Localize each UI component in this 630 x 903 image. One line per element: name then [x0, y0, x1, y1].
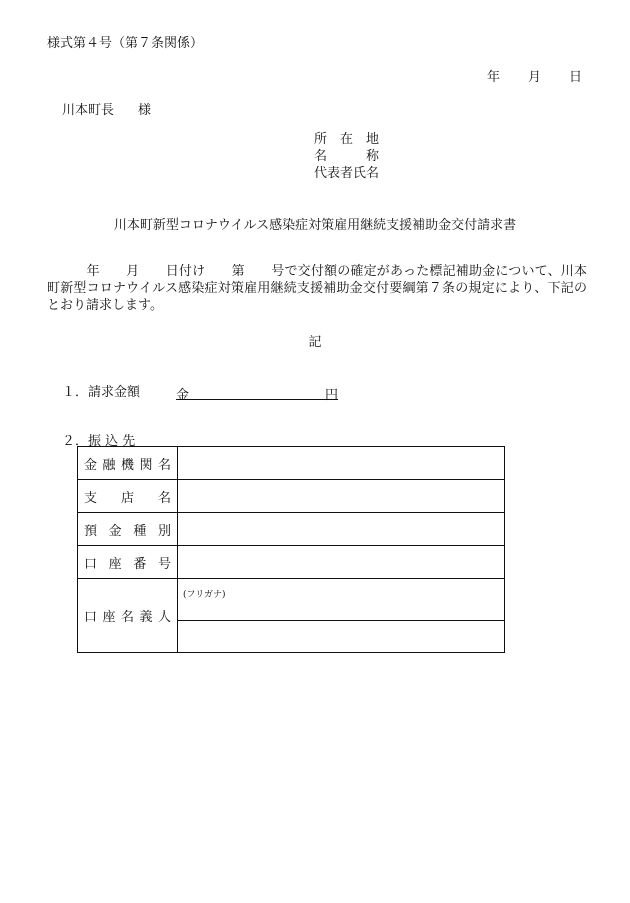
addressee-name: 川本町長 [62, 103, 115, 118]
furigana-label: (フリガナ) [183, 590, 226, 600]
form-number: 様式第４号（第７条関係） [47, 36, 204, 51]
table-row [78, 513, 505, 546]
date-day-label: 日 [568, 70, 582, 85]
table-row [78, 546, 505, 579]
amount-prefix: 金 [176, 388, 190, 403]
branch-field[interactable] [178, 480, 505, 513]
body-text: 年 月 日付け 第 号で交付額の確定があった標記補助金について、川本町新型コロナウイルス感染症対策雇用継続支援補助金交付要綱第７条の規定により、下記のとおり請求します。 [47, 264, 587, 313]
table-row [78, 579, 505, 621]
account-holder-furigana-field[interactable] [178, 579, 505, 621]
account-number-field[interactable] [178, 546, 505, 579]
bank-name-label: 金融機関名 [78, 447, 178, 480]
addressee-honorific: 様 [138, 103, 152, 118]
applicant-name-label: 名 称 [314, 149, 380, 164]
request-amount-label: １．請求金額 [62, 385, 141, 400]
addressee [62, 99, 151, 118]
table-row [78, 480, 505, 513]
account-holder-label: 口座名義人 [78, 579, 178, 653]
bank-name-field[interactable] [178, 447, 505, 480]
table-row [78, 447, 505, 480]
item-transfer-destination: ２．振 込 先 [62, 434, 136, 449]
document-title: 川本町新型コロナウイルス感染症対策雇用継続支援補助金交付請求書 [113, 218, 517, 233]
date-month-label: 月 [527, 70, 541, 85]
bank-account-table [77, 446, 505, 653]
account-number-label: 口座番号 [78, 546, 178, 579]
amount-suffix: 円 [325, 388, 339, 403]
applicant-location-label: 所 在 地 [314, 132, 380, 147]
branch-label: 支店名 [78, 480, 178, 513]
date-line [487, 66, 582, 85]
account-holder-name-field[interactable] [178, 621, 505, 653]
request-amount-field[interactable] [176, 384, 339, 403]
deposit-type-label: 預金種別 [78, 513, 178, 546]
ki-heading: 記 [308, 335, 322, 350]
applicant-representative-label: 代表者氏名 [314, 166, 380, 181]
deposit-type-field[interactable] [178, 513, 505, 546]
item-request-amount [62, 381, 339, 403]
date-year-label: 年 [486, 70, 500, 85]
applicant-block [314, 131, 379, 182]
